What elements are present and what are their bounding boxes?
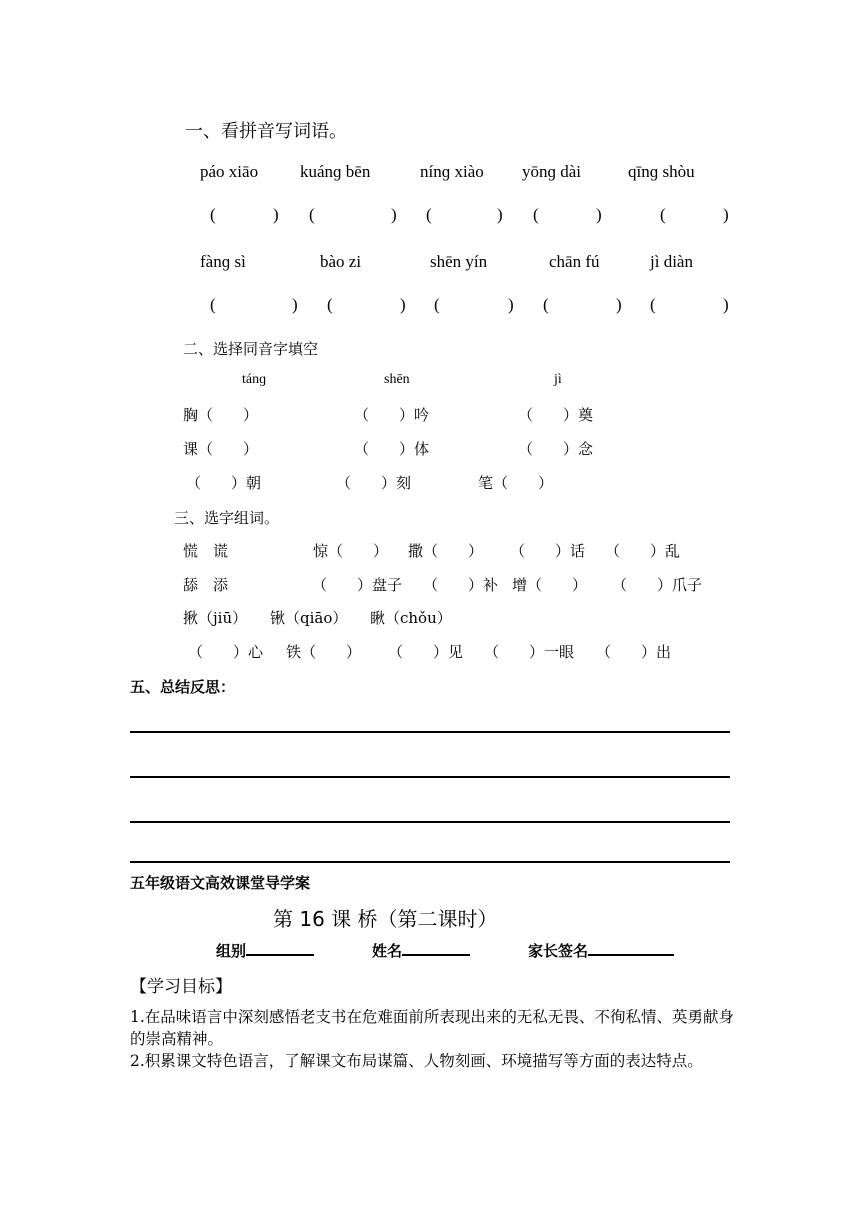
fill-item: （ ）刻 — [336, 474, 412, 492]
section1-title: 一、看拼音写词语。 — [185, 121, 347, 142]
pinyin-item: chān fú — [549, 252, 600, 271]
fill-item: 笔（ ） — [478, 474, 554, 492]
group-field — [216, 940, 314, 961]
fill-item: （ ）心 — [188, 643, 264, 661]
paren-open: ( — [533, 205, 539, 224]
goal-item-1: 1.在品味语言中深刻感悟老支书在危难面前所表现出来的无私无畏、不徇私情、英勇献身的崇高精神。 — [130, 1008, 734, 1048]
paren-open: ( — [327, 295, 333, 314]
pinyin-item: jì — [554, 372, 562, 387]
paren-open: ( — [210, 205, 216, 224]
worksheet-subtitle: 五年级语文高效课堂导学案 — [130, 874, 311, 892]
char-pair: 慌 谎 — [183, 542, 229, 560]
paren-open: ( — [660, 205, 666, 224]
fill-item: 增（ ） — [512, 576, 588, 594]
paren-close: ) — [400, 295, 406, 314]
goal-item-2: 2.积累课文特色语言，了解课文布局谋篇、人物刻画、环境描写等方面的表达特点。 — [130, 1052, 703, 1070]
paren-close: ) — [292, 295, 298, 314]
lesson-title: 第 16 课 桥（第二课时） — [273, 907, 498, 931]
pinyin-item: shēn yín — [430, 252, 488, 271]
paren-close: ) — [497, 205, 503, 224]
fill-item: 胸（ ） — [183, 406, 259, 424]
pinyin-item: yōnɡ dài — [522, 162, 582, 181]
pinyin-item: fànɡ sì — [200, 252, 246, 271]
fill-item: 铁（ ） — [286, 643, 362, 661]
parent-sign-input-line[interactable] — [588, 940, 674, 956]
section3-title: 三、选字组词。 — [174, 509, 280, 527]
fill-item: （ ）奠 — [518, 406, 594, 424]
writing-line — [130, 821, 730, 823]
fill-item: （ ）乱 — [605, 542, 681, 560]
fill-item: 撒（ ） — [408, 542, 484, 560]
section2-title: 二、选择同音字填空 — [183, 340, 319, 358]
pinyin-item: páo xiāo — [200, 162, 259, 181]
pinyin-item: shēn — [384, 372, 410, 387]
fill-item: （ ）体 — [354, 440, 430, 458]
name-field — [372, 940, 470, 961]
paren-close: ) — [616, 295, 622, 314]
paren-open: ( — [650, 295, 656, 314]
pinyin-item: bào zi — [320, 252, 362, 271]
pinyin-item: kuánɡ bēn — [300, 162, 371, 181]
fill-item: （ ）盘子 — [312, 576, 403, 594]
char-with-pinyin: 揪（jiū） — [183, 609, 248, 627]
group-label: 组别 — [216, 942, 247, 960]
paren-close: ) — [596, 205, 602, 224]
char-with-pinyin: 锹（qiāo） — [270, 609, 348, 627]
section5-title: 五、总结反思： — [130, 678, 236, 696]
fill-item: （ ）出 — [596, 643, 672, 661]
parent-sign-field — [528, 940, 674, 961]
paren-open: ( — [309, 205, 315, 224]
fill-item: （ ）爪子 — [612, 576, 703, 594]
paren-close: ) — [508, 295, 514, 314]
fill-item: （ ）话 — [510, 542, 586, 560]
parent-sign-label: 家长签名 — [528, 942, 589, 960]
paren-close: ) — [723, 295, 729, 314]
paren-close: ) — [273, 205, 279, 224]
group-input-line[interactable] — [246, 940, 314, 956]
writing-line — [130, 731, 730, 733]
pinyin-item: qīnɡ shòu — [628, 162, 695, 181]
paren-open: ( — [426, 205, 432, 224]
char-with-pinyin: 瞅（chǒu） — [370, 609, 452, 627]
pinyin-item: jì diàn — [650, 252, 693, 271]
fill-item: （ ）朝 — [186, 474, 262, 492]
fill-item: （ ）念 — [518, 440, 594, 458]
paren-close: ) — [723, 205, 729, 224]
paren-close: ) — [391, 205, 397, 224]
fill-item: （ ）补 — [423, 576, 499, 594]
paren-open: ( — [543, 295, 549, 314]
fill-item: （ ）吟 — [354, 406, 430, 424]
paren-open: ( — [210, 295, 216, 314]
fill-item: 惊（ ） — [313, 542, 389, 560]
name-input-line[interactable] — [402, 940, 470, 956]
fill-item: （ ）见 — [388, 643, 464, 661]
paren-open: ( — [434, 295, 440, 314]
name-label: 姓名 — [372, 942, 403, 960]
writing-line — [130, 861, 730, 863]
writing-line — [130, 776, 730, 778]
goals-title: 【学习目标】 — [130, 977, 232, 997]
pinyin-item: nínɡ xiào — [420, 162, 484, 181]
char-pair: 舔 添 — [183, 576, 229, 594]
pinyin-item: tánɡ — [242, 372, 267, 387]
fill-item: （ ）一眼 — [484, 643, 575, 661]
fill-item: 课（ ） — [183, 440, 259, 458]
